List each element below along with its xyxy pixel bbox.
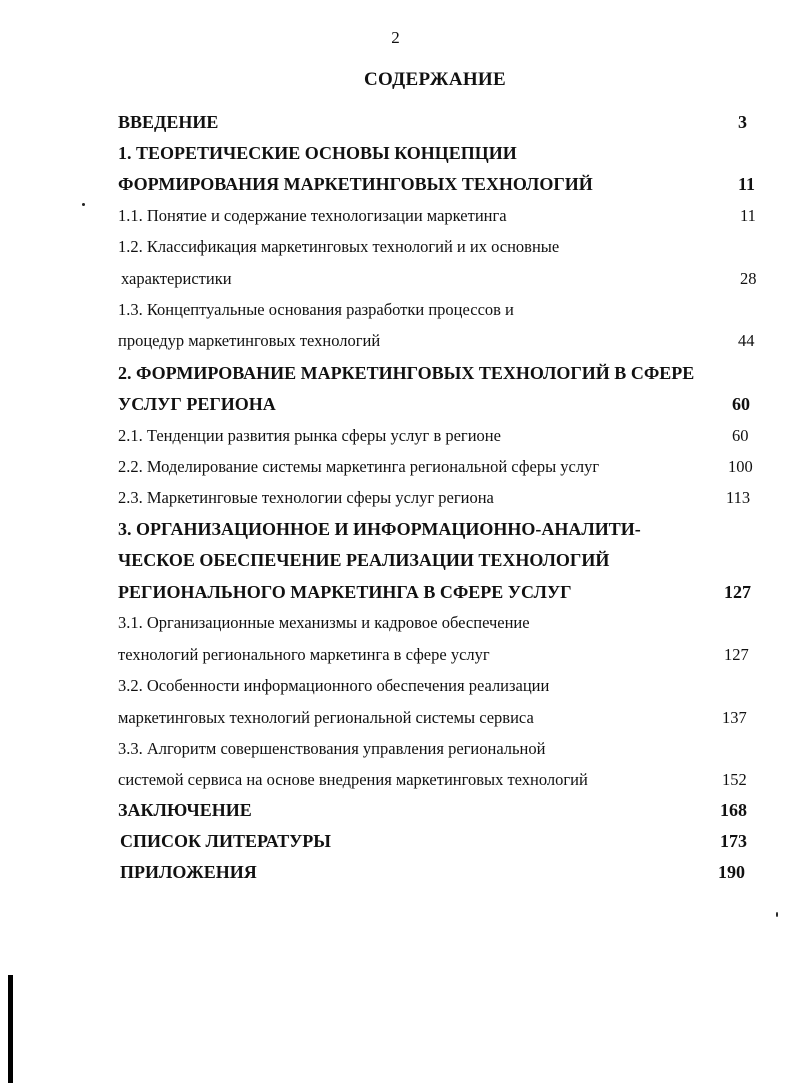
toc-entry-text: 1. ТЕОРЕТИЧЕСКИЕ ОСНОВЫ КОНЦЕПЦИИ xyxy=(118,143,517,163)
toc-entry-page: 28 xyxy=(740,269,757,288)
toc-entry-1-3 xyxy=(118,300,758,324)
toc-entry-1-2-cont xyxy=(118,269,758,293)
toc-entry-page: 3 xyxy=(738,112,747,132)
toc-entry-chapter-3-cont xyxy=(118,550,758,574)
toc-entry-text: маркетинговых технологий региональной системы сервиса xyxy=(118,708,534,727)
toc-entry-appendices xyxy=(118,862,758,886)
toc-entry-text: ПРИЛОЖЕНИЯ xyxy=(120,862,257,882)
toc-entry-page: 173 xyxy=(720,831,747,851)
toc-entry-page: 152 xyxy=(722,770,747,789)
toc-entry-page: 60 xyxy=(732,394,750,414)
toc-entry-text: 2.3. Маркетинговые технологии сферы услуг региона xyxy=(118,488,494,507)
toc-entry-text: СПИСОК ЛИТЕРАТУРЫ xyxy=(120,831,331,851)
toc-entry-text: системой сервиса на основе внедрения маркетинговых технологий xyxy=(118,770,588,789)
toc-entry-text: ЧЕСКОЕ ОБЕСПЕЧЕНИЕ РЕАЛИЗАЦИИ ТЕХНОЛОГИЙ xyxy=(118,550,610,570)
toc-entry-3-1 xyxy=(118,613,758,637)
toc-entry-1-3-cont xyxy=(118,331,758,355)
toc-entry-page: 11 xyxy=(740,206,756,225)
toc-entry-page: 127 xyxy=(724,582,751,602)
toc-entry-page: 44 xyxy=(738,331,755,350)
toc-entry-introduction xyxy=(118,112,758,136)
toc-entry-text: 1.1. Понятие и содержание технологизации маркетинга xyxy=(118,206,507,225)
toc-entry-page: 11 xyxy=(738,174,756,194)
toc-entry-page: 100 xyxy=(728,457,753,476)
toc-entry-text: 2.1. Тенденции развития рынка сферы услуг в регионе xyxy=(118,426,501,445)
toc-entry-text: 3.1. Организационные механизмы и кадровое обеспечение xyxy=(118,613,530,632)
toc-entry-chapter-2-cont xyxy=(118,394,758,418)
toc-entry-chapter-1 xyxy=(118,143,758,167)
toc-entry-text: ВВЕДЕНИЕ xyxy=(118,112,219,132)
scan-speck xyxy=(776,912,778,917)
toc-entry-2-1 xyxy=(118,426,758,450)
toc-entry-text: ЗАКЛЮЧЕНИЕ xyxy=(118,800,252,820)
toc-entry-1-2 xyxy=(118,237,758,261)
toc-entry-text: УСЛУГ РЕГИОНА xyxy=(118,394,276,414)
toc-entry-2-3 xyxy=(118,488,758,512)
toc-entry-text: 1.2. Классификация маркетинговых технологий и их основные xyxy=(118,237,560,256)
page-number: 2 xyxy=(391,28,400,47)
toc-entry-page: 137 xyxy=(722,708,747,727)
toc-entry-bibliography xyxy=(118,831,758,855)
toc-entry-conclusion xyxy=(118,800,758,824)
toc-entry-3-1-cont xyxy=(118,645,758,669)
toc-entry-page: 60 xyxy=(732,426,749,445)
toc-entry-chapter-3 xyxy=(118,519,758,543)
toc-entry-text: РЕГИОНАЛЬНОГО МАРКЕТИНГА В СФЕРЕ УСЛУГ xyxy=(118,582,572,602)
toc-entry-text: ФОРМИРОВАНИЯ МАРКЕТИНГОВЫХ ТЕХНОЛОГИЙ xyxy=(118,174,593,194)
toc-entry-text: процедур маркетинговых технологий xyxy=(118,331,381,350)
toc-entry-text: 3. ОРГАНИЗАЦИОННОЕ И ИНФОРМАЦИОННО-АНАЛИТИ- xyxy=(118,519,641,539)
scan-margin-bar xyxy=(8,975,13,1083)
toc-entry-chapter-1-cont xyxy=(118,174,758,198)
toc-entry-chapter-2 xyxy=(118,363,758,387)
toc-entry-page: 168 xyxy=(720,800,747,820)
toc-entry-page: 127 xyxy=(724,645,749,664)
toc-entry-text: 2. ФОРМИРОВАНИЕ МАРКЕТИНГОВЫХ ТЕХНОЛОГИЙ В СФЕРЕ xyxy=(118,363,695,383)
toc-entry-3-2-cont xyxy=(118,708,758,732)
toc-entry-text: технологий регионального маркетинга в сфере услуг xyxy=(118,645,490,664)
toc-entry-3-3 xyxy=(118,739,758,763)
toc-entry-3-2 xyxy=(118,676,758,700)
toc-title: СОДЕРЖАНИЕ xyxy=(364,69,506,90)
toc-entry-text: 3.2. Особенности информационного обеспечения реализации xyxy=(118,676,550,695)
scan-speck xyxy=(82,203,85,206)
toc-entry-2-2 xyxy=(118,457,758,481)
toc-entry-page: 190 xyxy=(718,862,745,882)
toc-entry-text: 2.2. Моделирование системы маркетинга региональной сферы услуг xyxy=(118,457,600,476)
toc-entry-text: характеристики xyxy=(121,269,232,288)
toc-entry-chapter-3-cont2 xyxy=(118,582,758,606)
toc-entry-1-1 xyxy=(118,206,758,230)
toc-entry-page: 113 xyxy=(726,488,751,507)
toc-entry-3-3-cont xyxy=(118,770,758,794)
toc-entry-text: 3.3. Алгоритм совершенствования управления региональной xyxy=(118,739,546,758)
toc-entry-text: 1.3. Концептуальные основания разработки процессов и xyxy=(118,300,514,319)
